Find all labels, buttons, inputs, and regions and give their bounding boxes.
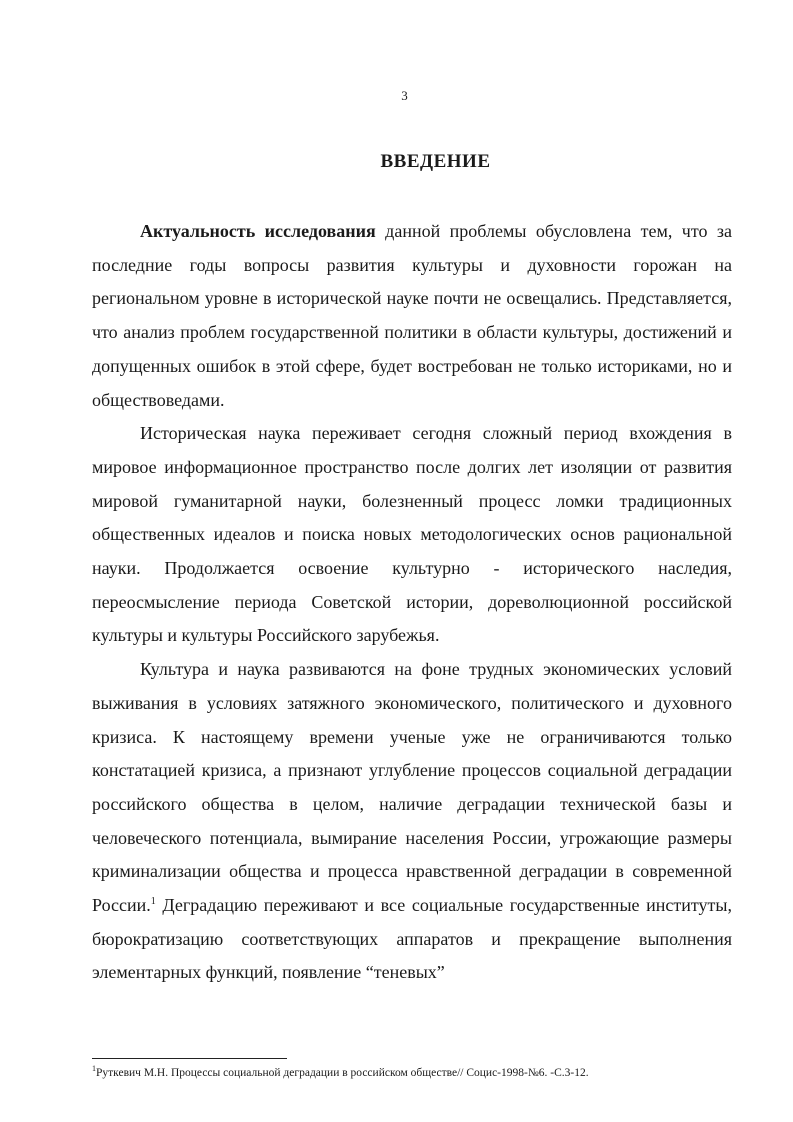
page-title: ВВЕДЕНИЕ [380,151,491,172]
page-number: 3 [401,88,408,103]
footnote [92,1066,732,1080]
footnote-reference: 1 [150,896,156,908]
degradation-text: Деградацию переживают и все социальные государственные институты, бюрократизацию соответствующих аппаратов и прекращение выполнения элементарных функций, появление “теневых” [92,895,732,983]
relevance-text: данной проблемы обусловлена тем, что за последние годы вопросы развития культуры и духовности горожан на региональном уровне в исторической науке почти не освещались. Представляется, что анализ проблем государственной политики в области культуры, достижений и допущенных ошибок в этой сфере, будет востребован не только историками, но и обществоведами. [92,221,733,410]
paragraph-relevance [92,215,732,417]
footnote-marker: 1 [92,1064,96,1073]
relevance-lead: Актуальность исследования [140,221,376,241]
crisis-text: Культура и наука развиваются на фоне трудных экономических условий выживания в условиях затяжного экономического, политического и духовного кризиса. К настоящему времени ученые уже не ограничиваются только констатацией кризиса, а признают углубление процессов социальной деградации российского общества в целом, наличие деградации технической базы и человеческого потенциала, вымирание населения России, угрожающие размеры криминализации общества и процесса нравственной деградации в современной России. [92,659,732,916]
paragraph-historical-science: Историческая наука переживает сегодня сложный период вхождения в мировое информационное пространство после долгих лет изоляции от развития мировой гуманитарной науки, болезненный процесс ломки традиционных общественных идеалов и поиска новых методологических основ рациональной науки. Продолжается освоение культурно - исторического наследия, переосмысление периода Советской истории, дореволюционной российской культуры и культуры Российского зарубежья. [92,423,732,646]
paragraph-culture-crisis [92,653,732,990]
body-text [92,215,732,990]
footnote-divider [92,1058,287,1059]
footnote-text: Руткевич М.Н. Процессы социальной деградации в российском обществе// Социс-1998-№6. -С.3-12. [96,1067,589,1079]
